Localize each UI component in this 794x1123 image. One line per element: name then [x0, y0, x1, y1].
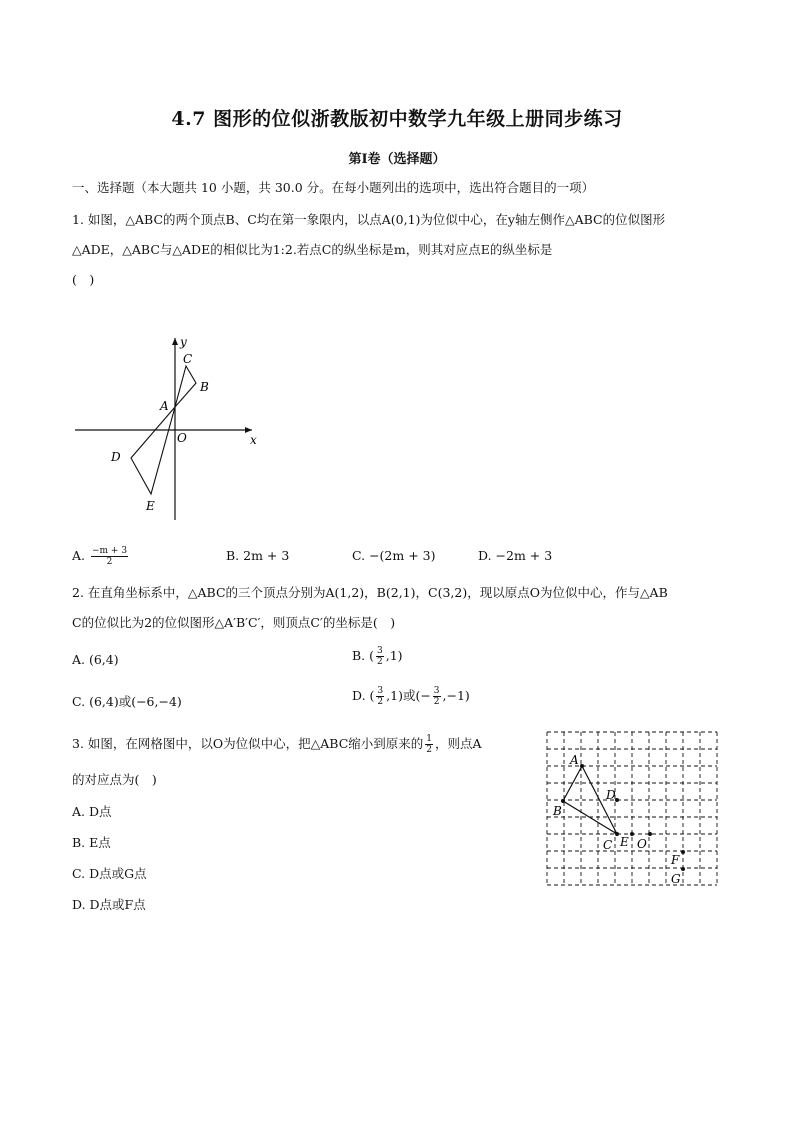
q1-label-b: B	[200, 380, 209, 394]
q3-label-o: O	[637, 837, 647, 851]
q2-option-c: C. (6,4)或(−6,−4)	[72, 694, 182, 709]
q3-option-b: B. E点	[72, 835, 111, 850]
q3-option-c: C. D点或G点	[72, 866, 147, 881]
q3-label-f: F	[671, 853, 680, 867]
q1-text-line2: △ADE，△ABC与△ADE的相似比为1:2.若点C的纵坐标是m，则其对应点E的纵坐标是	[72, 242, 553, 257]
q3-label-b: B	[553, 804, 562, 818]
q1-option-d: D. −2m + 3	[478, 548, 553, 563]
q3-point-f	[681, 850, 685, 854]
page-title: 4.7 图形的位似浙教版初中数学九年级上册同步练习	[171, 108, 623, 130]
q2-option-a: A. (6,4)	[72, 652, 119, 667]
q1-text-line3: ( )	[72, 272, 95, 287]
q3-grid-figure	[540, 728, 726, 892]
q1-option-a: A. $\frac{-m + 3}{2}$	[72, 546, 128, 567]
q2-option-d: D. ( $\frac{3}{2}$ ,1)或(− $\frac{3}{2}$ ,−1)	[352, 686, 470, 707]
q3-option-d: D. D点或F点	[72, 897, 146, 912]
section-header: 一、选择题（本大题共 10 小题，共 30.0 分。在每小题列出的选项中，选出符合题目的一项）	[72, 180, 595, 195]
q3-label-e: E	[620, 835, 629, 849]
q2-option-b: B. ( $\frac{3}{2}$ ,1)	[352, 646, 403, 667]
q3-label-c: C	[603, 838, 613, 852]
q3-label-g: G	[671, 872, 681, 886]
q1-label-e: E	[146, 499, 155, 513]
q1-y-arrow	[172, 338, 178, 345]
q1-label-a: A	[160, 399, 169, 413]
q1-label-d: D	[111, 450, 121, 464]
q1-figure	[70, 330, 270, 530]
q1-label-c: C	[183, 352, 193, 366]
q3-text-line1: 3. 如图，在网格图中，以O为位似中心，把△ABC缩小到原来的 $\frac{1}{2}$ ，则点A	[72, 734, 482, 755]
q1-option-b: B. 2m + 3	[226, 548, 290, 563]
q1-text-line1: 1. 如图，△ABC的两个顶点B、C均在第一象限内，以点A(0,1)为位似中心，在y轴左侧作△ABC的位似图形	[72, 212, 666, 227]
q3-point-g	[681, 867, 685, 871]
q3-point-b	[561, 799, 565, 803]
q2-text-line1: 2. 在直角坐标系中，△ABC的三个顶点分别为A(1,2)，B(2,1)，C(3,2)，现以原点O为位似中心，作与△AB	[72, 585, 668, 600]
q3-option-a: A. D点	[72, 804, 112, 819]
q3-point-a	[580, 764, 584, 768]
q1-label-o: O	[177, 431, 187, 445]
q3-point-e	[630, 832, 634, 836]
q1-label-y: y	[180, 335, 187, 349]
q3-label-a: A	[570, 753, 579, 767]
q1-triangle-ade	[131, 407, 175, 494]
q1-triangle-abc	[175, 366, 196, 407]
q3-point-c	[615, 832, 619, 836]
q3-point-o	[648, 832, 652, 836]
q3-label-d: D	[606, 788, 616, 802]
volume-subtitle: 第Ⅰ卷（选择题）	[348, 152, 446, 167]
q1-label-x: x	[250, 433, 257, 447]
q1-option-c: C. −(2m + 3)	[352, 548, 436, 563]
q2-text-line2: C的位似比为2的位似图形△A′B′C′，则顶点C′的坐标是( )	[72, 615, 396, 630]
q3-text-line2: 的对应点为( )	[72, 772, 157, 787]
